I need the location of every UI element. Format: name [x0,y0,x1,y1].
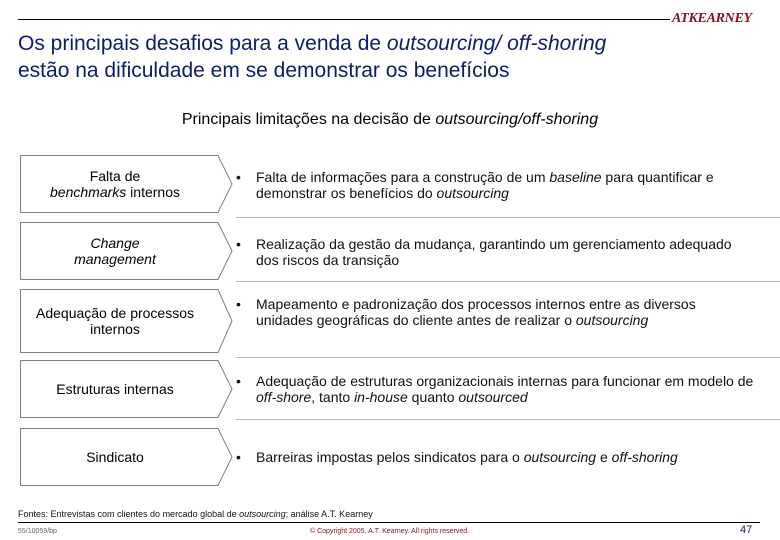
subtitle-italic: outsourcing/off-shoring [435,111,599,128]
footer-copyright: © Copyright 2005, A.T. Kearney. All rights reserved. [310,528,470,535]
brand-logo: ATKEARNEY [672,11,752,26]
bullet-icon: • [236,449,241,465]
header-rule [18,19,670,20]
label-segment: Estruturas internas [56,381,174,397]
row-separator [236,281,780,282]
label-segment: management [74,251,156,267]
desc-segment: , tanto [311,389,355,405]
limitation-description [236,236,756,268]
bullet-icon: • [236,169,241,185]
desc-segment: para quantificar e demonstrar os benefícios do [256,169,714,201]
label-segment: Falta de [89,168,141,184]
description-text [256,373,756,405]
limitation-row [20,360,760,418]
bullet-icon: • [236,373,241,389]
source-suffix: ; análise A.T. Kearney [285,509,373,519]
desc-segment: e [596,449,612,465]
section-subtitle [0,111,780,129]
desc-segment: baseline [549,169,602,185]
row-separator [236,419,780,420]
limitation-label [20,428,210,486]
label-segment: benchmarks [50,184,127,200]
bullet-icon: • [236,296,241,312]
desc-segment: in-house [354,389,408,405]
desc-segment: outsourcing [436,185,509,201]
description-text [256,449,678,465]
limitation-row [20,155,760,213]
description-text [256,296,756,328]
source-prefix: Fontes: Entrevistas com clientes do mercado global de [18,509,240,519]
desc-segment: outsourced [458,389,528,405]
source-note [18,509,373,519]
limitation-label [20,289,210,353]
page-number: 47 [740,524,753,536]
title-line1-text: Os principais desafios para a venda de [18,32,387,55]
limitation-label [20,155,210,213]
label-segment: internos [126,184,180,200]
limitation-row [20,428,760,486]
desc-segment: Falta de informações para a construção de um [256,169,550,185]
desc-segment: outsourcing [523,449,597,465]
row-separator [236,217,780,218]
limitation-description [236,449,756,465]
limitation-row [20,289,760,353]
subtitle-text: Principais limitações na decisão de [181,111,436,128]
desc-segment: Mapeamento e padronização dos processos internos entre as diversos unidades geográficas do cliente antes de realizar o [256,296,696,328]
description-text [256,236,756,268]
desc-segment: off-shoring [611,449,678,465]
label-segment: Sindicato [86,449,144,465]
desc-segment: Adequação de estruturas organizacionais internas para funcionar em modelo de [256,373,754,389]
footer-reference: 55/10059/bp [18,528,57,535]
desc-segment: Realização da gestão da mudança, garantindo um gerenciamento adequado dos riscos da transição [256,236,732,268]
desc-segment: quanto [407,389,459,405]
desc-segment: off-shore [256,389,312,405]
footer-rule [18,522,760,523]
desc-segment: Barreiras impostas pelos sindicatos para o [256,449,524,465]
desc-segment: outsourcing [575,312,649,328]
description-text [256,169,756,201]
limitation-label [20,360,210,418]
limitation-label [20,222,210,280]
page-title [18,30,763,84]
row-separator [236,357,780,358]
limitation-row [20,222,760,280]
label-segment: Change [90,235,140,251]
limitation-description [236,296,756,328]
source-italic: outsourcing [239,509,286,519]
bullet-icon: • [236,236,241,252]
label-segment: Adequação de processos internos [36,305,194,337]
title-line1-italic: outsourcing/ off-shoring [386,32,607,55]
limitation-description [236,169,756,201]
limitation-description [236,373,756,405]
title-line2-text: estão na dificuldade em se demonstrar os benefícios [18,59,510,82]
